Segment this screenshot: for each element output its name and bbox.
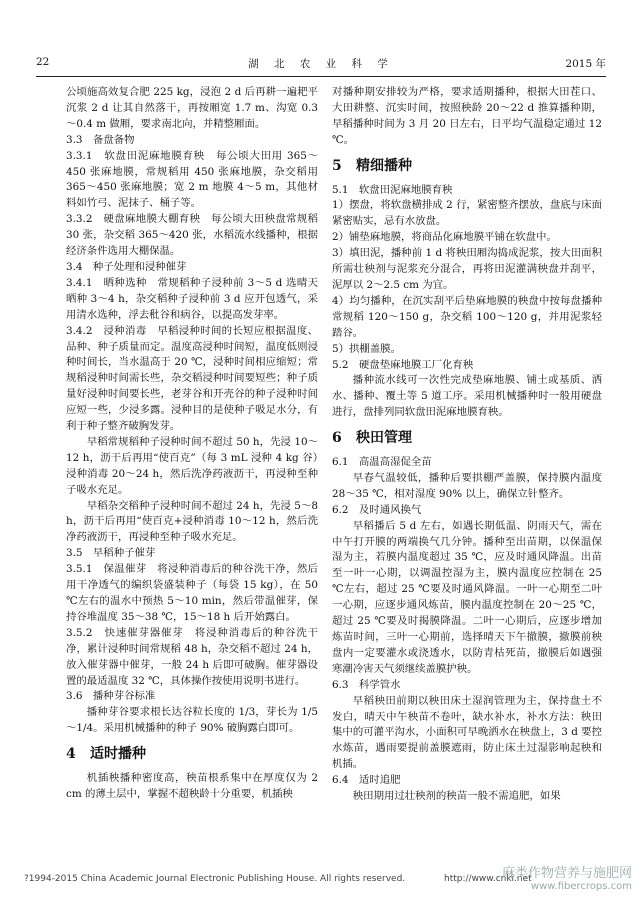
watermark <box>502 862 632 892</box>
paragraph: 6.2 及时通风换气 <box>332 503 422 516</box>
paragraph: 3.4.1 晒种选种 常规稻种子浸种前 3～5 d 选晴天晒种 3～4 h，杂交稻种子浸种前 3 d 应开包透气，采用清水选种，浮去秕谷和病谷，以提高发芽率。 <box>66 276 318 321</box>
left-column <box>66 85 318 803</box>
section-number: 4 <box>66 746 76 763</box>
paragraph: 3）填田泥，播种前 1 d 将秧田厢沟捣成泥浆，按大田面积所需壮秧剂与泥浆充分混合，再将田泥灌满秧盘并刮平，泥厚以 2～2.5 cm 为宜。 <box>332 247 602 291</box>
paragraph: 3.5.2 快速催芽器催芽 将浸种消毒后的种谷洗干净，累计浸种时间常规稻 48 h，杂交稻不超过 24 h，放入催芽器中催芽，一般 24 h 后即可破胸。催芽器设置的最适温度 32 ℃，具体操作按使用说明书进行。 <box>66 626 318 687</box>
page-number: 22 <box>36 56 50 68</box>
paragraph: 公顷施高效复合肥 225 kg，浸泡 2 d 后再耕一遍耙平沉浆 2 d 让其自然落干，再按厢宽 1.7 m、沟宽 0.3～0.4 m 做厢，要求南北向，并精整厢面。 <box>66 86 318 130</box>
paragraph: 3.5 早稻种子催芽 <box>66 547 156 560</box>
paragraph: 3.6 播种芽谷标准 <box>66 690 156 703</box>
page-header <box>36 56 606 74</box>
header-rule <box>36 76 606 77</box>
section-number: 5 <box>332 157 342 174</box>
paragraph: 6.4 适时追肥 <box>332 774 401 787</box>
section-title: 精细播种 <box>356 157 412 174</box>
section-number: 6 <box>332 430 342 447</box>
section-title: 秧田管理 <box>356 430 412 447</box>
paragraph: 4）均匀播种，在沉实刮平后垫麻地膜的秧盘中按每盘播种常规稻 120～150 g，杂交稻 100～120 g，并用泥浆轻踏谷。 <box>332 294 602 339</box>
paragraph: 5.2 硬盘垫麻地膜工厂化育秧 <box>332 358 474 371</box>
paragraph: 对播种期安排较为严格，要求适期播种，根据大田茬口、大田耕整、沉实时间，按照秧龄 20～22 d 推算播种期，早稻播种时间为 3 月 20 日左右，日平均气温稳定通过 12 ℃。 <box>332 86 602 146</box>
copyright-notice: ?1994-2015 China Academic Journal Electronic Publishing House. All rights reserved. <box>24 874 406 884</box>
paragraph: 3.3 备盘备物 <box>66 133 135 146</box>
paragraph: 5）拱棚盖膜。 <box>332 342 401 355</box>
paragraph: 3.4.2 浸种消毒 早稻浸种时间的长短应根据温度、品种、种子质量而定。温度高浸种时间短，温度低则浸种时间长，当水温高于 20 ℃，浸种时间相应缩短；常规稻浸种时间需长些，杂交稻浸种时间要短些；种子质量好浸种时间要长些，老芽谷和开壳谷的种子浸种时间应短一些，少浸多露。浸种目的是使种子吸足水分，有利于种子整齐破胸发芽。 <box>66 324 318 433</box>
watermark-name: 麻类作物营养与施肥网 <box>501 866 632 881</box>
paragraph: 秧田期用过壮秧剂的秧苗一般不需追肥，如果 <box>352 790 561 803</box>
paragraph: 2）铺垫麻地膜，将商品化麻地膜平铺在软盘中。 <box>332 231 557 244</box>
watermark-url: www.fibercrops.com <box>530 881 632 892</box>
paragraph: 早稻常规稻种子浸种时间不超过 50 h，先浸 10～12 h，沥干后再用“使百克”（每 3 mL 浸种 4 kg 谷）浸种消毒 20～24 h，然后洗净药液沥干，再浸种至种子吸水充足。 <box>66 435 318 496</box>
paragraph: 早稻秧田前期以秧田床土湿润管理为主，保持盘土不发白，晴天中午秧苗不卷叶，缺水补水，补水方法：秧田集中的可灌平沟水，小面积可早晚洒水在秧盘上，3 d 要控水炼苗，遇雨要提前盖膜遮雨，防止床土过湿影响起秧和机插。 <box>332 694 602 771</box>
paragraph: 3.5.1 保温催芽 将浸种消毒后的种谷洗干净，然后用干净透气的编织袋盛装种子（每袋 15 kg），在 50 ℃左右的温水中预热 5～10 min，然后带温催芽，保持谷堆温度 35～38 ℃，15～18 h 后开始露白。 <box>66 563 318 623</box>
paragraph: 播种流水线可一次性完成垫麻地膜、铺土或基质、洒水、播种、覆土等 5 道工序。采用机械播种时一般用硬盘进行，盘排列同软盘田泥麻地膜育秧。 <box>332 374 602 419</box>
section-heading <box>66 747 318 763</box>
paragraph: 3.4 种子处理和浸种催芽 <box>66 260 187 273</box>
paragraph: 早稻杂交稻种子浸种时间不超过 24 h，先浸 5～8 h，沥干后再用“使百克+浸种消毒 10～12 h，然后洗净药液沥干，再浸种至种子吸水充足。 <box>66 499 318 544</box>
section-heading <box>332 159 602 175</box>
paragraph: 6.1 高温高湿促全苗 <box>332 456 432 469</box>
paragraph: 1）摆盘，将软盘横排成 2 行，紧密整齐摆放，盘底与床面紧密贴实，忌有水放盘。 <box>332 199 602 228</box>
paragraph: 早春气温较低，播种后要拱棚严盖膜，保持膜内温度 28～35 ℃，相对湿度 90% 以上，确保立针整齐。 <box>332 471 602 500</box>
paragraph: 机插秧播种密度高，秧苗根系集中在厚度仅为 2 cm 的薄土层中，掌握不超秧龄十分重要，机插秧 <box>66 772 318 800</box>
cnki-link[interactable]: http://www.cnki.net <box>444 874 532 884</box>
section-heading <box>332 431 602 447</box>
paragraph: 3.3.2 硬盘麻地膜大棚育秧 每公顷大田秧盘常规稻 30 张，杂交稻 365～420 张，水稻流水线播种，根据经济条件选用大棚保温。 <box>66 213 318 258</box>
paragraph: 6.3 科学管水 <box>332 678 401 691</box>
paragraph: 5.1 软盘田泥麻地膜育秧 <box>332 183 453 196</box>
paragraph: 3.3.1 软盘田泥麻地膜育秧 每公顷大田用 365～450 张麻地膜，常规稻用 450 张麻地膜，杂交稻用 365～450 张麻地膜；宽 2 m 地膜 4～5 m，其他材料如竹弓、泥抹子、桶子等。 <box>66 149 318 210</box>
issue-year: 2015 年 <box>565 58 606 70</box>
paragraph: 播种芽谷要求根长达谷粒长度的 1/3，芽长为 1/5～1/4。采用机械播种的种子 90% 破胸露白即可。 <box>66 706 318 735</box>
right-column <box>332 85 602 805</box>
journal-title: 湖 北 农 业 科 学 <box>248 58 394 70</box>
section-title: 适时播种 <box>90 746 146 763</box>
paragraph: 早稻播后 5 d 左右，如遇长期低温、阴雨天气，需在中午打开膜的两端换气几分钟。播种至出苗期，以保温保湿为主，若膜内温度超过 35 ℃，应及时通风降温。出苗至一叶一心期，以调温控湿为主，膜内温度应控制在 25 ℃左右，超过 25 ℃要及时通风降温。一叶一心期至二叶一心期，应逐步通风炼苗，膜内温度控制在 20～25 ℃，超过 25 ℃要及时揭膜降温。二叶一心期后，应逐步增加炼苗时间，三叶一心期前，选择晴天下午撤膜，撤膜前秧盘内一定要灌水或浇透水，以防青枯死苗，撤膜后如遇强寒潮冷害天气须继续盖膜护秧。 <box>332 519 602 675</box>
